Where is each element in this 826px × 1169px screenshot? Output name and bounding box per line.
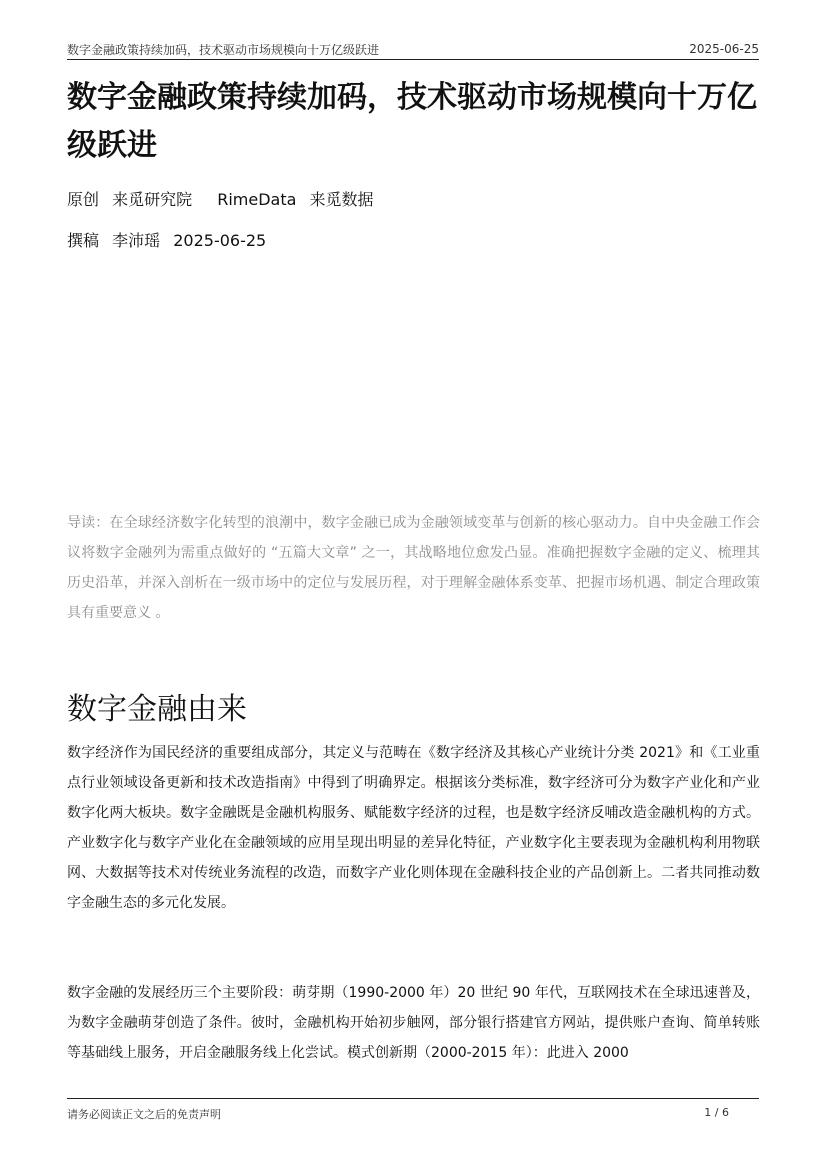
source-brand-cn: 来觅数据 [309,190,374,209]
section-heading: 数字金融由来 [67,692,247,727]
running-header [67,40,759,58]
lead-summary: 导读：在全球经济数字化转型的浪潮中，数字金融已成为金融领域变革与创新的核心驱动力。自中央金融工作会议将数字金融列为需重点做好的 “五篇大文章” 之一，其战略地位愈发凸显。准确把握数字金融的定义、梳理其历史沿革，并深入剖析在一级市场中的定位与发展历程，对于理解金融体系变革、把握市场机遇、制定合理政策具有重要意义 。 [67,515,760,621]
body-paragraph-1: 数字经济作为国民经济的重要组成部分，其定义与范畴在《数字经济及其核心产业统计分类 2021》和《工业重点行业领域设备更新和技术改造指南》中得到了明确界定。根据该分类标准，数字经济可分为数字产业化和产业数字化两大板块。数字金融既是金融机构服务、赋能数字经济的过程，也是数字经济反哺改造金融机构的方式。产业数字化与数字产业化在金融领域的应用呈现出明显的差异化特征，产业数字化主要表现为金融机构利用物联网、大数据等技术对传统业务流程的改造，而数字产业化则体现在金融科技企业的产品创新上。二者共同推动数字金融生态的多元化发展。 [67,745,760,911]
footer-disclaimer: 请务必阅读正文之后的免责声明 [67,1108,221,1121]
author-label: 撰稿 [67,231,100,250]
source-label: 原创 [67,190,100,209]
running-header-title: 数字金融政策持续加码，技术驱动市场规模向十万亿级跃进 [67,42,380,57]
page-footer [67,1106,759,1122]
page-number: 1 / 6 [704,1106,729,1119]
article-title: 数字金融政策持续加码，技术驱动市场规模向十万亿级跃进 [67,80,757,163]
source-brand: RimeData [217,190,297,209]
author-name: 李沛瑶 [112,231,161,250]
source-org: 来觅研究院 [112,190,193,209]
header-divider [67,59,759,60]
publish-date: 2025-06-25 [173,231,267,250]
author-line [67,228,266,251]
footer-divider [67,1098,759,1099]
source-line [67,187,374,210]
body-paragraph-2: 数字金融的发展经历三个主要阶段：萌芽期（1990-2000 年）20 世纪 90 年代，互联网技术在全球迅速普及，为数字金融萌芽创造了条件。彼时，金融机构开始初步触网，部分银行搭建官方网站，提供账户查询、简单转账等基础线上服务，开启金融服务线上化尝试。模式创新期（2000-2015 年）：此进入 2000 [67,985,760,1061]
running-header-date: 2025-06-25 [689,42,759,56]
